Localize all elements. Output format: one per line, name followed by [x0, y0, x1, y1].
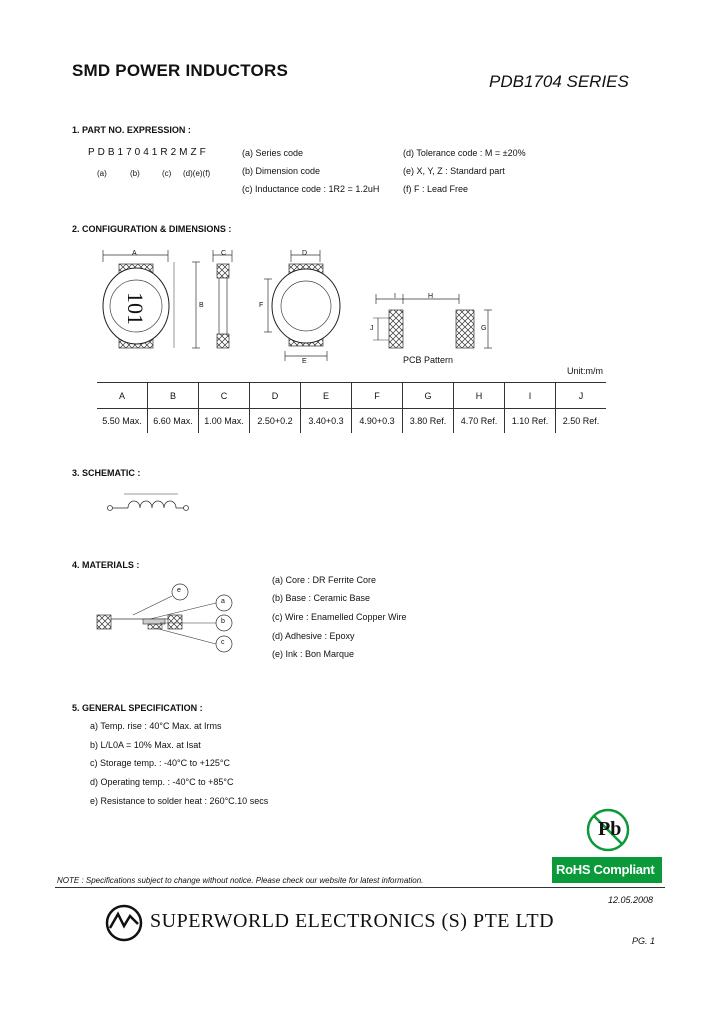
part-desc-a: (a) Series code: [242, 148, 304, 158]
dim-header: H: [454, 383, 505, 409]
dim-header: D: [250, 383, 301, 409]
part-label-c: (c): [162, 169, 172, 178]
dim-value: 5.50 Max.: [102, 416, 142, 426]
pcb-pattern-drawing: [373, 294, 492, 348]
dim-label-f: F: [259, 302, 264, 309]
dim-label-e: E: [302, 358, 307, 365]
callout-b: b: [221, 618, 225, 625]
part-desc-e: (e) X, Y, Z : Standard part: [403, 166, 505, 176]
materials-drawing: [97, 584, 232, 652]
section-part-no: 1. PART NO. EXPRESSION :: [72, 125, 191, 135]
schematic-symbol: [108, 494, 189, 511]
dim-label-j: J: [370, 325, 374, 332]
section-schematic: 3. SCHEMATIC :: [72, 468, 141, 478]
spec-item: a) Temp. rise : 40°C Max. at Irms: [90, 721, 222, 731]
pcb-pattern-label: PCB Pattern: [403, 355, 454, 365]
dimension-table: [97, 382, 606, 433]
side-view-drawing: [213, 250, 232, 348]
part-code: PDB17041R2MZF: [88, 147, 209, 158]
spec-item: c) Storage temp. : -40°C to +125°C: [90, 758, 231, 768]
callout-e: e: [177, 587, 181, 594]
dim-label-g: G: [481, 325, 487, 332]
dim-header: A: [97, 383, 148, 409]
part-label-def: (d)(e)(f): [183, 169, 211, 178]
dim-value: 6.60 Max.: [148, 409, 199, 434]
top-marking: 101: [123, 292, 148, 325]
material-item: (c) Wire : Enamelled Copper Wire: [272, 612, 407, 622]
dim-header: F: [352, 383, 403, 409]
dim-label-h: H: [428, 293, 434, 300]
dim-value: 4.90+0.3: [352, 409, 403, 434]
footer-divider: [55, 887, 665, 888]
material-item: (e) Ink : Bon Marque: [272, 649, 355, 659]
company-logo-icon: [107, 906, 141, 940]
pb-symbol: Pb: [598, 818, 622, 840]
company-name: SUPERWORLD ELECTRONICS (S) PTE LTD: [150, 910, 555, 932]
material-item: (b) Base : Ceramic Base: [272, 593, 371, 603]
dim-label-i: I: [394, 293, 396, 300]
dim-value: 4.70 Ref.: [454, 409, 505, 434]
spec-item: b) L/L0A = 10% Max. at Isat: [90, 740, 201, 750]
dim-value: 1.00 Max.: [199, 409, 250, 434]
dim-label-c: C: [221, 250, 227, 257]
dim-header: B: [148, 383, 199, 409]
dim-value: 1.10 Ref.: [505, 409, 556, 434]
dim-value: 2.50 Ref.: [556, 409, 607, 434]
material-item: (a) Core : DR Ferrite Core: [272, 575, 377, 585]
top-view-drawing: [103, 250, 200, 348]
dim-header: E: [301, 383, 352, 409]
series-name: PDB1704 SERIES: [489, 72, 629, 91]
page-number: PG. 1: [632, 936, 656, 946]
dim-header: J: [556, 383, 607, 409]
material-item: (d) Adhesive : Epoxy: [272, 631, 355, 641]
rohs-label: RoHS Compliant: [556, 862, 655, 877]
dim-value: 3.40+0.3: [301, 409, 352, 434]
part-label-a: (a): [97, 169, 107, 178]
dim-label-d: D: [302, 250, 308, 257]
dim-header: G: [403, 383, 454, 409]
footer-note: NOTE : Specifications subject to change without notice. Please check our website for latest information.: [57, 876, 424, 885]
part-desc-b: (b) Dimension code: [242, 166, 321, 176]
spec-item: d) Operating temp. : -40°C to +85°C: [90, 777, 234, 787]
dim-label-a: A: [132, 250, 137, 257]
callout-c: c: [221, 639, 225, 646]
dim-label-b: B: [199, 302, 204, 309]
dim-value: 2.50+0.2: [250, 409, 301, 434]
dim-header: C: [199, 383, 250, 409]
page-title: SMD POWER INDUCTORS: [72, 61, 288, 80]
dim-header: I: [505, 383, 556, 409]
unit-label: Unit:m/m: [567, 366, 603, 376]
part-desc-c: (c) Inductance code : 1R2 = 1.2uH: [242, 184, 380, 194]
footer-date: 12.05.2008: [608, 895, 654, 905]
spec-item: e) Resistance to solder heat : 260°C.10 secs: [90, 796, 269, 806]
section-config: 2. CONFIGURATION & DIMENSIONS :: [72, 224, 232, 234]
part-desc-f: (f) F : Lead Free: [403, 184, 469, 194]
section-general: 5. GENERAL SPECIFICATION :: [72, 703, 203, 713]
section-materials: 4. MATERIALS :: [72, 560, 140, 570]
dim-value: 3.80 Ref.: [403, 409, 454, 434]
part-label-b: (b): [130, 169, 140, 178]
part-desc-d: (d) Tolerance code : M = ±20%: [403, 148, 526, 158]
callout-a: a: [221, 598, 225, 605]
bottom-view-drawing: [264, 250, 340, 361]
